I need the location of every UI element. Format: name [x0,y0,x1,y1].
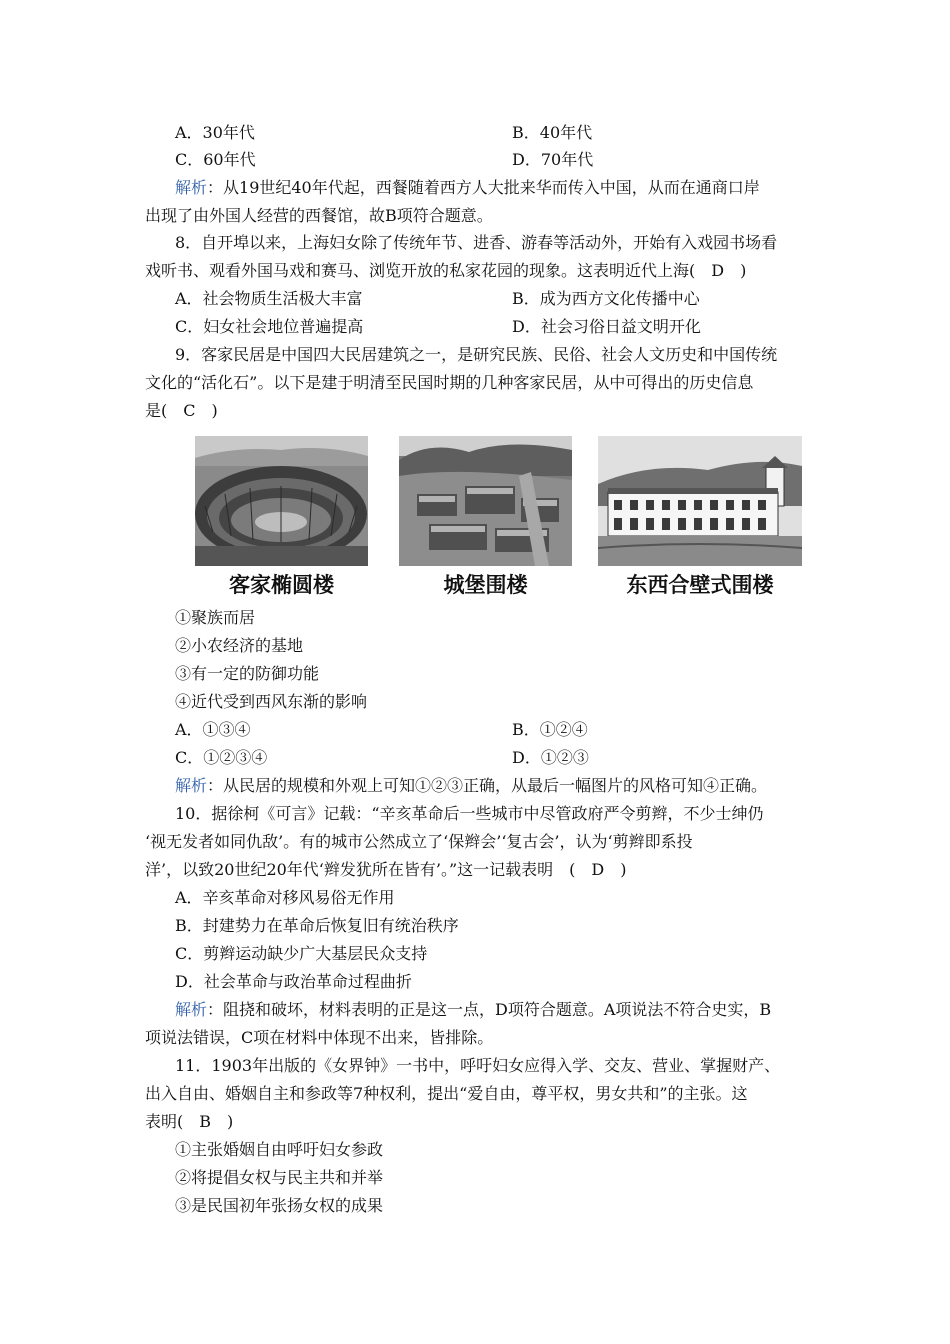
q8-option-a: A．社会物质生活极大丰富 [175,289,363,308]
q9-option-c: C．①②③④ [175,748,268,767]
q9-explanation: 解析：从民居的规模和外观上可知①②③正确，从最后一幅图片的风格可知④正确。 [175,776,768,795]
q9-stem-line-2: 文化的“活化石”。以下是建于明清至民国时期的几种客家民居，从中可得出的历史信息 [145,373,754,392]
q10-explanation-line-2: 项说法错误，C项在材料中体现不出来，皆排除。 [145,1028,494,1047]
q11-stem-line-3: 表明( B ) [145,1112,234,1131]
q9-item-1: ①聚族而居 [175,608,256,627]
q9-item-4: ④近代受到西风东渐的影响 [175,692,368,711]
q7-option-b: B．40年代 [512,123,593,142]
q9-item-3: ③有一定的防御功能 [175,664,320,683]
caption-hybrid-building: 东西合壁式围楼 [626,573,774,597]
q10-option-c: C．剪辫运动缺少广大基层民众支持 [175,944,428,963]
q8-stem-line-1: 8．自开埠以来，上海妇女除了传统年节、进香、游春等活动外，开始有入戏园书场看 [175,233,778,252]
q7-option-a: A．30年代 [175,123,255,142]
q10-stem-line-2: ‘视无发者如同仇敌’。有的城市公然成立了‘保辫会’‘复古会’，认为‘剪辫即系投 [145,832,693,851]
q10-stem-line-3: 洋’，以致20世纪20年代‘辫发犹所在皆有’。”这一记载表明 ( D ) [145,860,627,879]
q11-item-3: ③是民国初年张扬女权的成果 [175,1196,384,1215]
q8-option-b: B．成为西方文化传播中心 [512,289,700,308]
q10-option-b: B．封建势力在革命后恢复旧有统治秩序 [175,916,459,935]
q9-stem-line-1: 9．客家民居是中国四大民居建筑之一，是研究民族、民俗、社会人文历史和中国传统 [175,345,778,364]
photo-elliptical-building [195,436,368,566]
photo-castle-building [399,436,572,566]
q9-option-a: A．①③④ [175,720,251,739]
q10-explanation-label: 解析 [175,1000,208,1019]
q7-option-d: D．70年代 [512,150,594,169]
q7-option-c: C．60年代 [175,150,256,169]
q8-option-d: D．社会习俗日益文明开化 [512,317,701,336]
q7-explanation-line-1: 解析：从19世纪40年代起，西餐随着西方人大批来华而传入中国，从而在通商口岸 [175,178,760,197]
q7-explanation-label: 解析 [175,178,208,197]
q9-item-2: ②小农经济的基地 [175,636,304,655]
q9-option-b: B．①②④ [512,720,588,739]
q9-option-d: D．①②③ [512,748,589,767]
q9-explanation-label: 解析 [175,776,208,795]
photo-hybrid-building [598,436,802,566]
q7-explanation-line-2: 出现了由外国人经营的西餐馆，故B项符合题意。 [145,206,493,225]
q8-stem-line-2: 戏听书、观看外国马戏和赛马、浏览开放的私家花园的现象。这表明近代上海( D ) [145,261,747,280]
q11-item-2: ②将提倡女权与民主共和并举 [175,1168,384,1187]
q11-item-1: ①主张婚姻自由呼吁妇女参政 [175,1140,384,1159]
q8-option-c: C．妇女社会地位普遍提高 [175,317,364,336]
q10-option-a: A．辛亥革命对移风易俗无作用 [175,888,395,907]
caption-castle-building: 城堡围楼 [443,573,528,597]
q10-explanation-line-1: 解析：阻挠和破坏，材料表明的正是这一点，D项符合题意。A项说法不符合史实，B [175,1000,772,1019]
caption-elliptical-building: 客家椭圆楼 [229,573,334,597]
q11-stem-line-2: 出入自由、婚姻自主和参政等7种权利，提出“爱自由，尊平权，男女共和”的主张。这 [145,1084,748,1103]
q10-option-d: D．社会革命与政治革命过程曲折 [175,972,412,991]
q9-stem-line-3: 是( C ) [145,401,218,420]
q11-stem-line-1: 11．1903年出版的《女界钟》一书中，呼吁妇女应得入学、交友、营业、掌握财产、 [175,1056,781,1075]
q10-stem-line-1: 10．据徐柯《可言》记载：“辛亥革命后一些城市中尽管政府严令剪辫，不少士绅仍 [175,804,764,823]
